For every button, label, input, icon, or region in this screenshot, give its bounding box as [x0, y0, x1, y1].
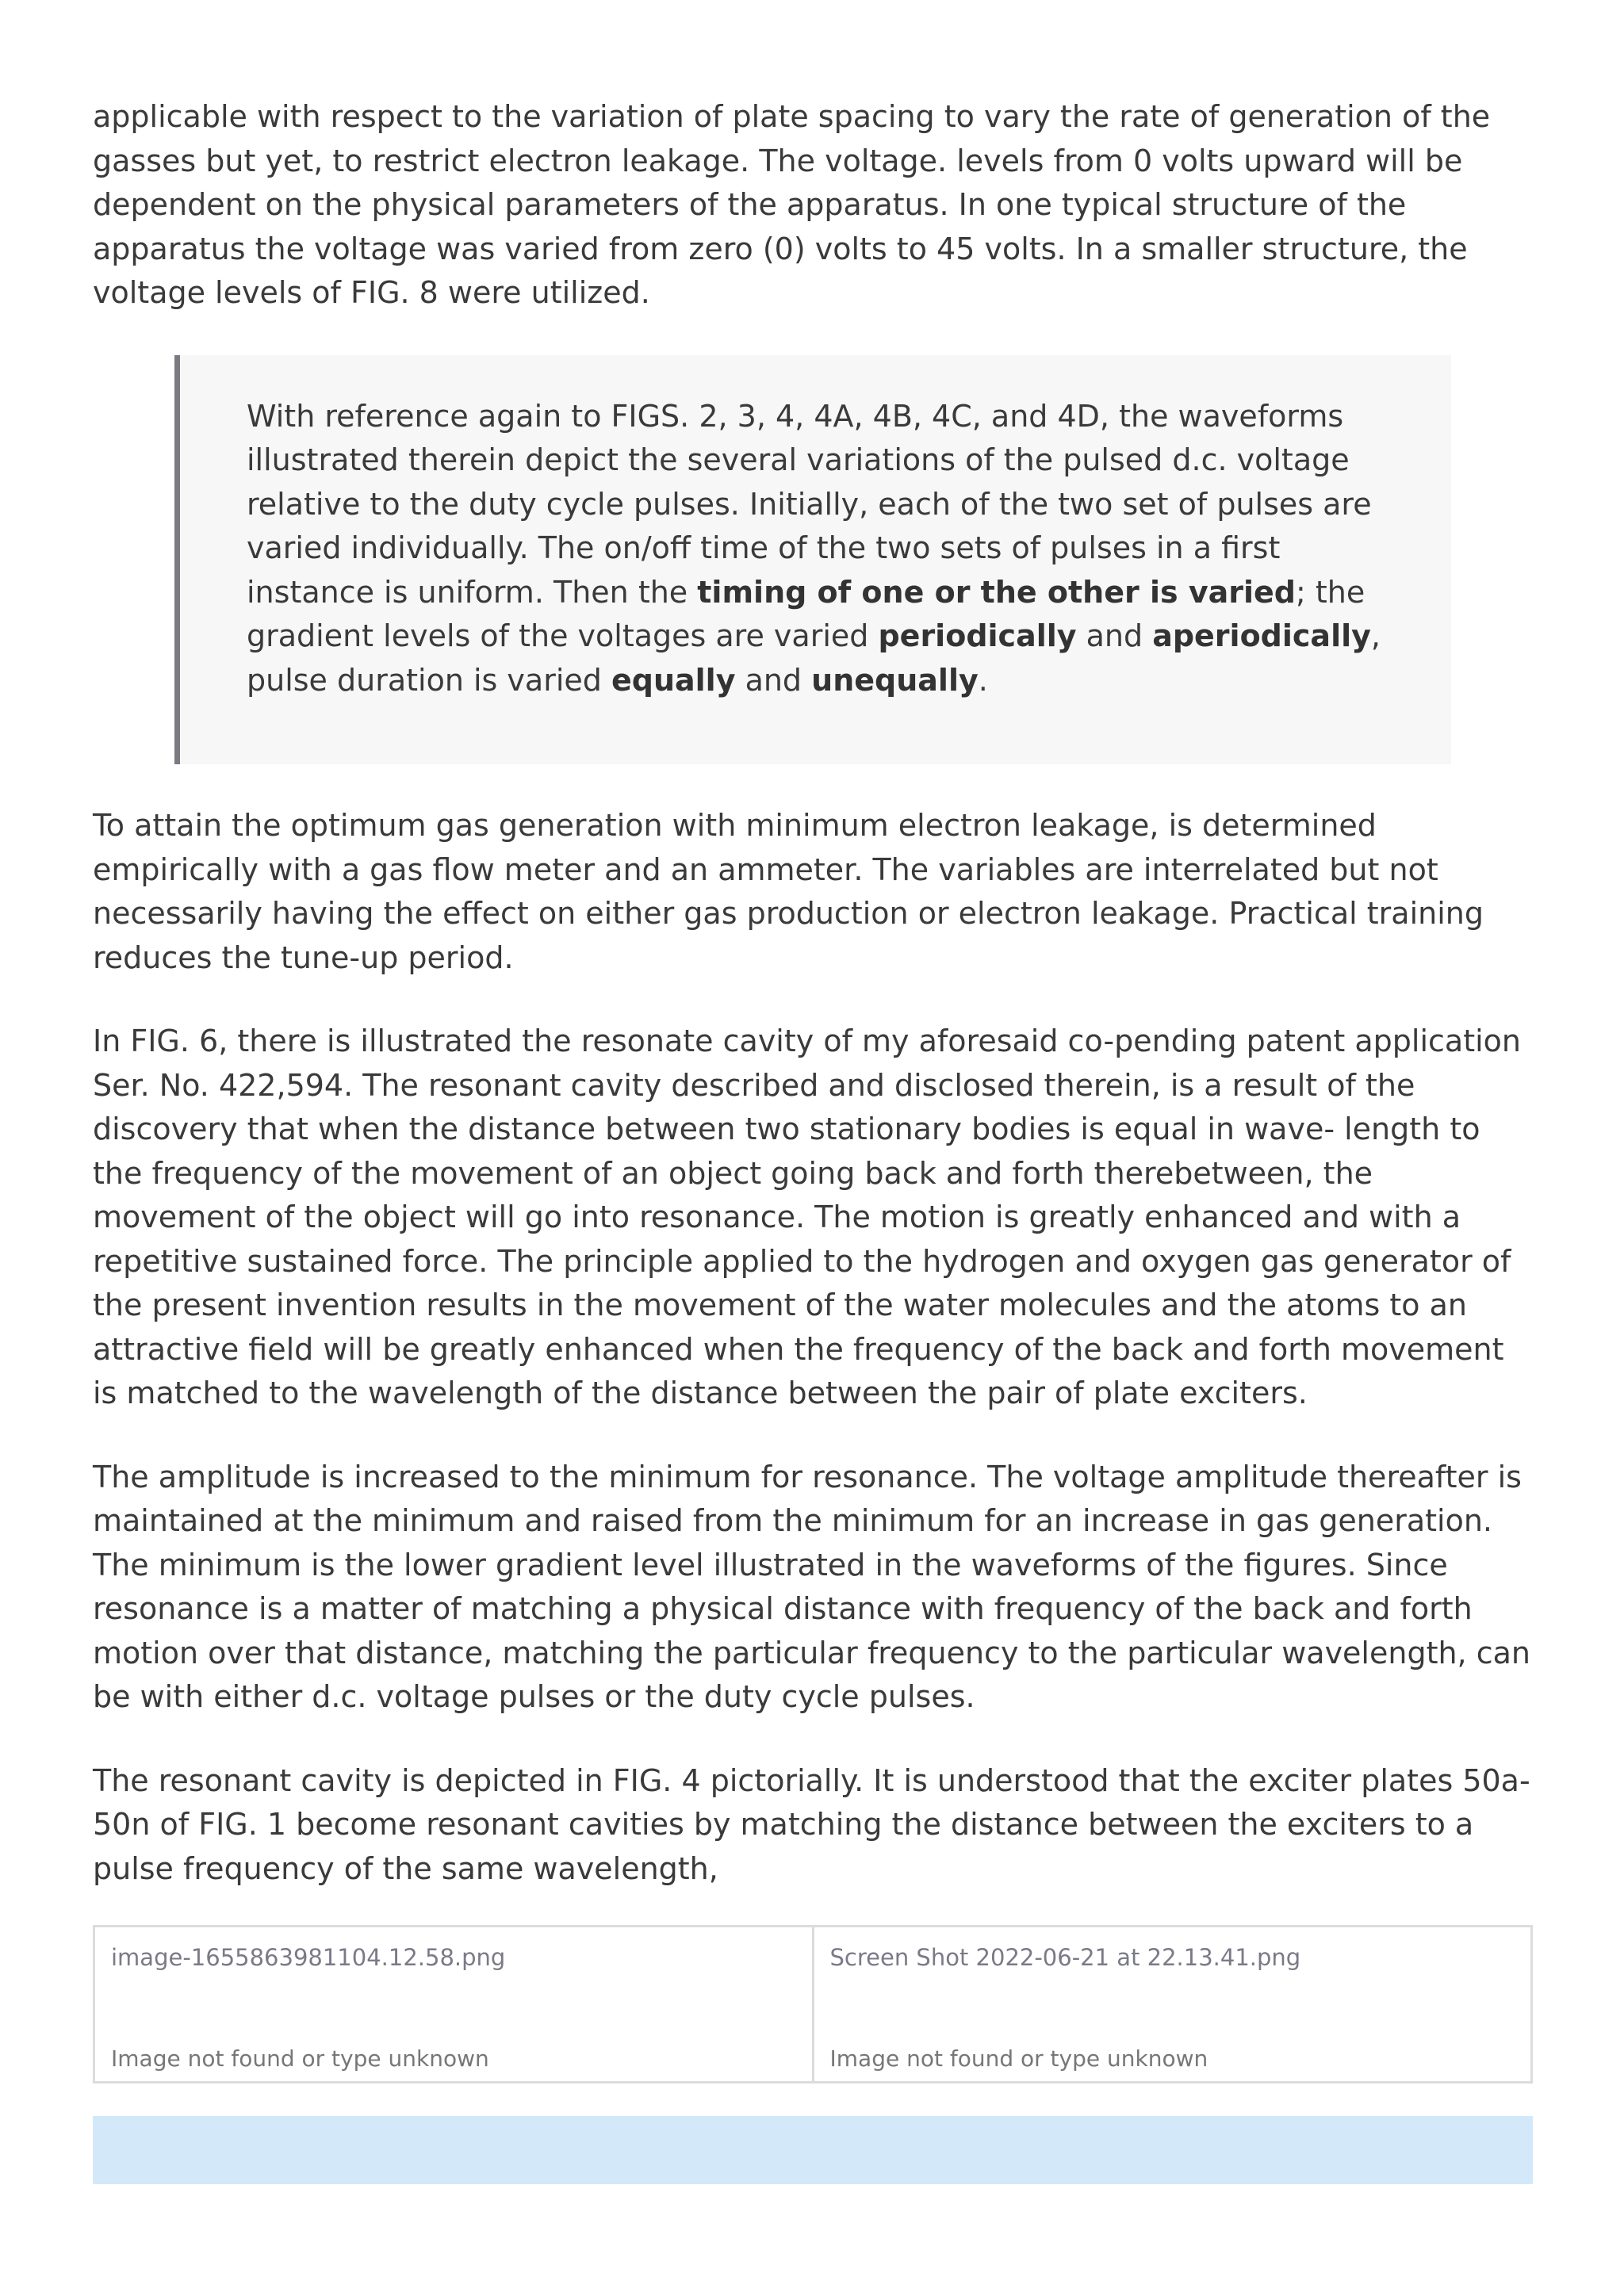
quote-text-3: and	[1076, 618, 1153, 653]
quote-text-6: .	[978, 662, 988, 698]
paragraph-1: applicable with respect to the variation of plate spacing to vary the rate of generation of the gasses but yet, to restrict electron leakage. The voltage. levels from 0 volts upward will be dependent on the physical parameters of the apparatus. In one typical structure of the apparatus the voltage was varied from zero (0) volts to 45 volts. In a smaller structure, the voltage levels of FIG. 8 were utilized.	[93, 99, 1491, 310]
attachment-cell[interactable]	[95, 1927, 812, 2081]
paragraph-4: The amplitude is increased to the minimum for resonance. The voltage amplitude thereafter is maintained at the minimum and raised from the minimum for an increase in gas generation. The minimum is the lower gradient level illustrated in the waveforms of the figures. Since resonance is a matter of matching a physical distance with frequency of the back and forth motion over that distance, matching the particular frequency to the particular wavelength, can be with either d.c. voltage pulses or the duty cycle pulses.	[93, 1459, 1530, 1714]
paragraph-2: To attain the optimum gas generation with minimum electron leakage, is determined empirically with a gas flow meter and an ammeter. The variables are interrelated but not necessarily having the effect on either gas production or electron leakage. Practical training reduces the tune-up period.	[93, 808, 1484, 975]
quote-bold-1: timing of one or the other is varied	[697, 574, 1296, 610]
paragraph-5: The resonant cavity is depicted in FIG. 4 pictorially. It is understood that the exciter plates 50a-50n of FIG. 1 become resonant cavities by matching the distance between the exciters to a pulse frequency of the same wavelength,	[93, 1762, 1530, 1886]
attachments-table	[93, 1925, 1533, 2084]
info-banner	[93, 2116, 1533, 2184]
quote-text-2: ; the gradient levels of the voltages are varied	[247, 574, 1365, 653]
quote-text-1: With reference again to FIGS. 2, 3, 4, 4A, 4B, 4C, and 4D, the waveforms illustrated therein depict the several variations of the pulsed d.c. voltage relative to the duty cycle pulses. Initially, each of the two set of pulses are varied individually. The on/off time of the two sets of pulses in a first instance is uniform. Then the	[247, 398, 1372, 610]
blockquote-text	[247, 395, 1413, 703]
attachment-filename[interactable]: Screen Shot 2022-06-21 at 22.13.41.png	[829, 1944, 1301, 1971]
blockquote	[174, 355, 1451, 765]
quote-bold-4: equally	[611, 662, 736, 698]
article-body	[93, 95, 1532, 1891]
broken-image-placeholder: Image not found or type unknown	[111, 2045, 489, 2072]
attachment-filename[interactable]: image-1655863981104.12.58.png	[111, 1944, 506, 1971]
quote-text-5: and	[735, 662, 812, 698]
quote-bold-5: unequally	[811, 662, 979, 698]
quote-text-4: , pulse duration is varied	[247, 618, 1381, 698]
quote-bold-3: aperiodically	[1152, 618, 1371, 653]
attachment-cell[interactable]	[812, 1927, 1531, 2081]
paragraph-3: In FIG. 6, there is illustrated the resonate cavity of my aforesaid co-pending patent application Ser. No. 422,594. The resonant cavity described and disclosed therein, is a result of the discovery that when the distance between two stationary bodies is equal in wave- length to the frequency of the movement of an object going back and forth therebetween, the movement of the object will go into resonance. The motion is greatly enhanced and with a repetitive sustained force. The principle applied to the hydrogen and oxygen gas generator of the present invention results in the movement of the water molecules and the atoms to an attractive field will be greatly enhanced when the frequency of the back and forth movement is matched to the wavelength of the distance between the pair of plate exciters.	[93, 1024, 1522, 1410]
broken-image-placeholder: Image not found or type unknown	[829, 2045, 1208, 2072]
quote-bold-2: periodically	[878, 618, 1077, 653]
